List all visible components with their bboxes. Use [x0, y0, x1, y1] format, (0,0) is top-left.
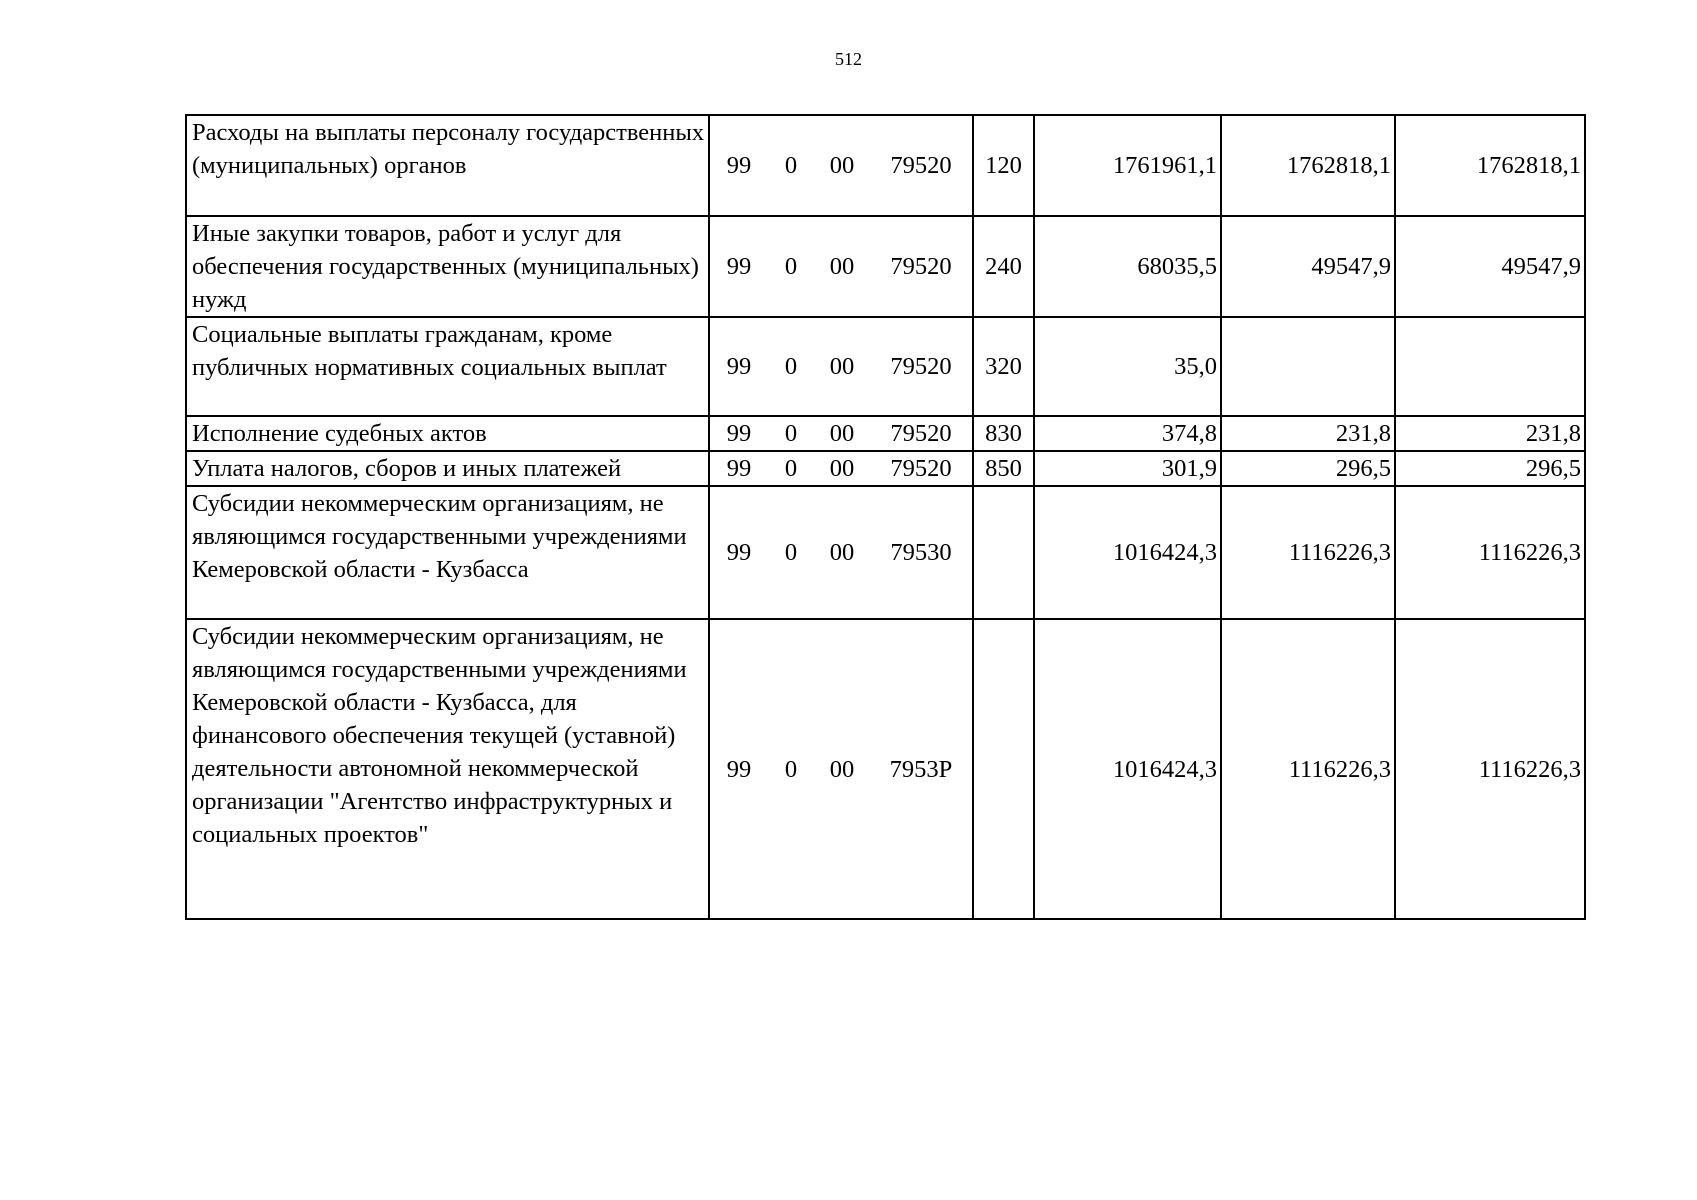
- event-code: 00: [829, 420, 855, 447]
- table-row: [186, 317, 1585, 416]
- table-row: [186, 486, 1585, 619]
- program-code: 99: [726, 253, 752, 280]
- table-row: [186, 115, 1585, 216]
- target-article-code: [709, 451, 973, 486]
- expense-type-code: 850: [973, 451, 1034, 486]
- expense-type-code: 240: [973, 216, 1034, 317]
- expense-type-code: 120: [973, 115, 1034, 216]
- target-article-code: [709, 115, 973, 216]
- subprogram-code: 0: [784, 253, 798, 280]
- table-row: [186, 216, 1585, 317]
- amount-year-2: [1221, 317, 1395, 416]
- expense-name: Расходы на выплаты персоналу государственных (муниципальных) органов: [186, 115, 709, 216]
- amount-year-1: 1761961,1: [1034, 115, 1221, 216]
- amount-year-3: 1116226,3: [1395, 486, 1585, 619]
- amount-year-1: 68035,5: [1034, 216, 1221, 317]
- amount-year-3: 296,5: [1395, 451, 1585, 486]
- event-code: 00: [829, 152, 855, 179]
- amount-year-3: 1116226,3: [1395, 619, 1585, 919]
- amount-year-3: 49547,9: [1395, 216, 1585, 317]
- subprogram-code: 0: [784, 455, 798, 482]
- target-article-code: [709, 317, 973, 416]
- table-row: [186, 416, 1585, 451]
- subprogram-code: 0: [784, 420, 798, 447]
- expense-name: Исполнение судебных актов: [186, 416, 709, 451]
- amount-year-2: 49547,9: [1221, 216, 1395, 317]
- amount-year-2: 231,8: [1221, 416, 1395, 451]
- expense-type-code: 320: [973, 317, 1034, 416]
- event-code: 00: [829, 539, 855, 566]
- expense-name: Иные закупки товаров, работ и услуг для обеспечения государственных (муниципальных) нужд: [186, 216, 709, 317]
- subprogram-code: 0: [784, 755, 798, 783]
- program-code: 99: [726, 539, 752, 566]
- target-article-code: [709, 416, 973, 451]
- program-code: 99: [726, 755, 752, 783]
- amount-year-1: 35,0: [1034, 317, 1221, 416]
- direction-code: 7953P: [889, 755, 953, 783]
- expense-name: Уплата налогов, сборов и иных платежей: [186, 451, 709, 486]
- amount-year-2: 1762818,1: [1221, 115, 1395, 216]
- direction-code: 79520: [890, 353, 952, 380]
- program-code: 99: [726, 353, 752, 380]
- table-row: [186, 451, 1585, 486]
- budget-table: [185, 114, 1586, 920]
- program-code: 99: [726, 152, 752, 179]
- expense-name: Субсидии некоммерческим организациям, не являющимся государственными учреждениями Кемеровской области - Кузбасса, для финансового обеспечения текущей (уставной) деятельности автономной некоммерческой организации "Агентство инфраструктурных и социальных проектов": [186, 619, 709, 919]
- target-article-code: [709, 619, 973, 919]
- direction-code: 79520: [890, 152, 952, 179]
- event-code: 00: [829, 455, 855, 482]
- amount-year-3: 231,8: [1395, 416, 1585, 451]
- target-article-code: [709, 486, 973, 619]
- event-code: 00: [829, 253, 855, 280]
- direction-code: 79520: [890, 253, 952, 280]
- amount-year-3: 1762818,1: [1395, 115, 1585, 216]
- expense-name: Социальные выплаты гражданам, кроме публичных нормативных социальных выплат: [186, 317, 709, 416]
- expense-type-code: [973, 619, 1034, 919]
- direction-code: 79520: [890, 455, 952, 482]
- subprogram-code: 0: [784, 539, 798, 566]
- program-code: 99: [726, 455, 752, 482]
- expense-type-code: [973, 486, 1034, 619]
- amount-year-1: 374,8: [1034, 416, 1221, 451]
- program-code: 99: [726, 420, 752, 447]
- subprogram-code: 0: [784, 152, 798, 179]
- amount-year-2: 1116226,3: [1221, 486, 1395, 619]
- expense-name: Субсидии некоммерческим организациям, не являющимся государственными учреждениями Кемеровской области - Кузбасса: [186, 486, 709, 619]
- subprogram-code: 0: [784, 353, 798, 380]
- event-code: 00: [829, 755, 855, 783]
- amount-year-2: 296,5: [1221, 451, 1395, 486]
- table-row: [186, 619, 1585, 919]
- event-code: 00: [829, 353, 855, 380]
- target-article-code: [709, 216, 973, 317]
- amount-year-2: 1116226,3: [1221, 619, 1395, 919]
- direction-code: 79520: [890, 420, 952, 447]
- amount-year-1: 301,9: [1034, 451, 1221, 486]
- amount-year-1: 1016424,3: [1034, 619, 1221, 919]
- amount-year-3: [1395, 317, 1585, 416]
- amount-year-1: 1016424,3: [1034, 486, 1221, 619]
- direction-code: 79530: [890, 539, 952, 566]
- page-number: 512: [835, 49, 862, 69]
- expense-type-code: 830: [973, 416, 1034, 451]
